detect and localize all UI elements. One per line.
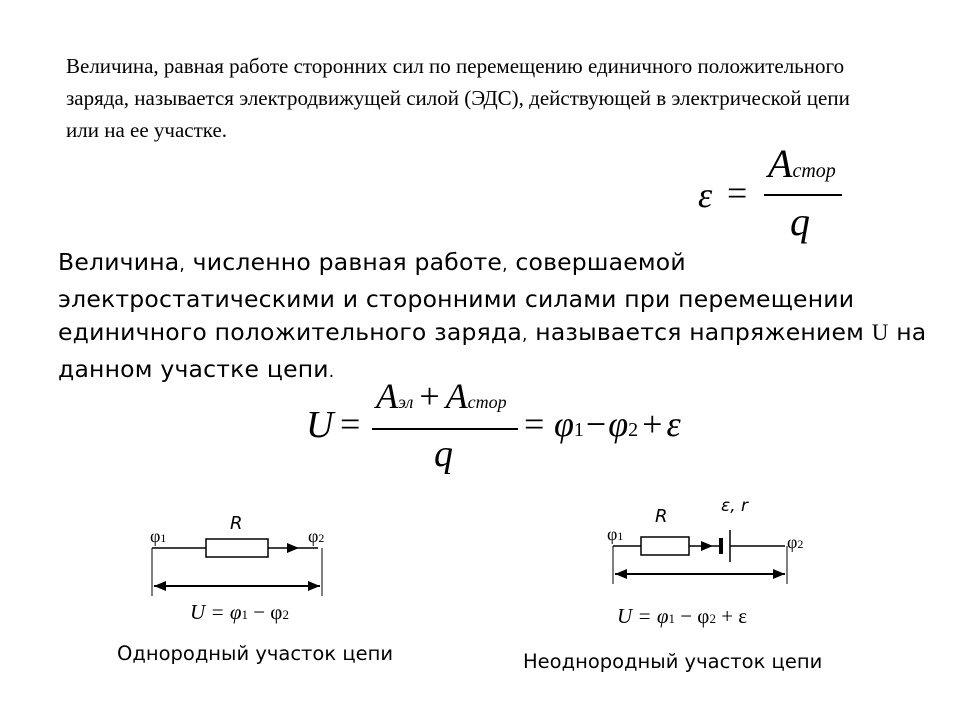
voltage-definition-text: Величина, численно равная работе, совершаемой электростатическими и сторонними силами при перемещении единичного положительного заряда, называется напряжением U на данном участке цепи. bbox=[58, 248, 927, 383]
inhomogeneous-caption: Неоднородный участок цепи bbox=[523, 650, 823, 673]
emf-symbol: ε bbox=[698, 175, 713, 215]
emf-numerator-subscript: стор bbox=[792, 160, 836, 182]
resistor-label: R bbox=[230, 513, 243, 534]
voltage-denominator: q bbox=[434, 433, 453, 475]
emf-equals: = bbox=[727, 173, 748, 213]
voltage-equals-2: = bbox=[524, 404, 545, 444]
homogeneous-caption: Однородный участок цепи bbox=[117, 642, 394, 665]
voltage-symbol: U bbox=[871, 320, 889, 345]
resistor-symbol bbox=[641, 537, 689, 555]
emf-fraction-bar bbox=[764, 194, 842, 196]
inhomogeneous-circuit-diagram bbox=[597, 484, 825, 644]
phi2-label: φ2 bbox=[308, 526, 325, 546]
resistor-symbol bbox=[206, 539, 268, 557]
voltage-equals-1: = bbox=[340, 404, 361, 444]
emf-numerator: Aстор bbox=[768, 141, 836, 186]
phi1-label: φ1 bbox=[607, 524, 624, 544]
emf-definition-text: Величина, равная работе сторонних сил по перемещению единичного положительного заряда, называется электродвижущей силой (ЭДС), действующей в электрической цепи или на ее участке. bbox=[66, 54, 850, 142]
resistor-label: R bbox=[655, 506, 668, 527]
voltage-fraction-bar bbox=[372, 428, 518, 430]
homogeneous-voltage-formula: U = φ1 − φ2 bbox=[190, 600, 289, 624]
current-arrow-icon bbox=[287, 543, 299, 553]
phi2-label: φ2 bbox=[787, 532, 804, 552]
inhomogeneous-voltage-formula: U = φ1 − φ2 + ε bbox=[617, 604, 748, 628]
voltage-numerator: Aэл + Aстор bbox=[376, 376, 507, 416]
current-arrow-icon bbox=[701, 541, 713, 551]
source-label: ε, r bbox=[721, 496, 748, 516]
voltage-lhs: U bbox=[306, 404, 334, 446]
emf-denominator: q bbox=[790, 199, 810, 244]
homogeneous-circuit-diagram bbox=[140, 490, 346, 638]
voltage-potential-difference: φ1−φ2 + ε bbox=[554, 404, 681, 444]
phi1-label: φ1 bbox=[150, 526, 167, 546]
